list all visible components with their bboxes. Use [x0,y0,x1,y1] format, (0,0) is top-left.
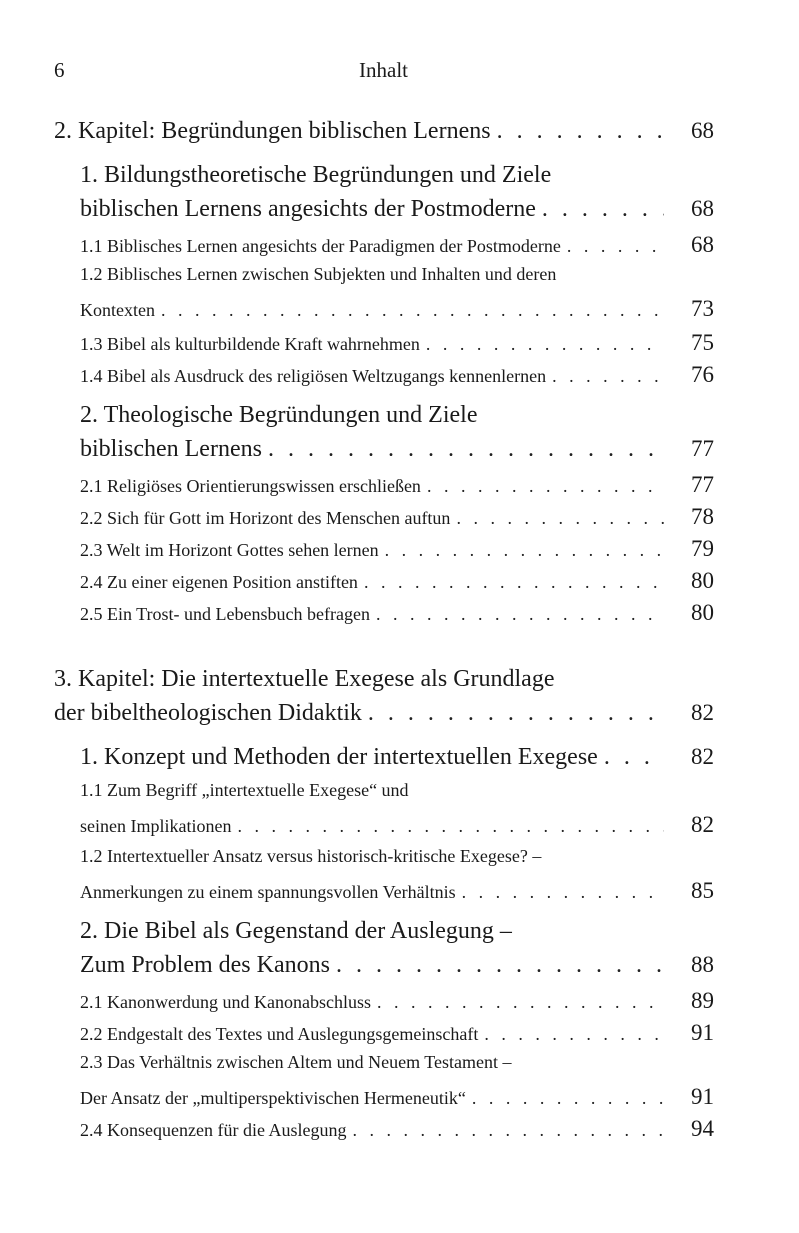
toc-section [80,952,714,979]
toc-subsection [80,568,714,594]
leader-dots [379,540,664,561]
leader-dots [466,1088,664,1109]
toc-subsection [80,362,714,388]
subsection-title: 1.3 Bibel als kulturbildende Kraft wahrnehmen [80,334,420,354]
leader-dots [546,366,664,387]
page-ref: 79 [691,536,714,561]
subsection-title: 2.2 Endgestalt des Textes und Auslegungsgemeinschaft [80,1024,479,1044]
leader-dots [330,952,664,979]
page-ref: 82 [691,744,714,769]
page-ref: 80 [691,568,714,593]
subsection-title: 2.1 Religiöses Orientierungswissen erschließen [80,476,421,496]
page-ref: 73 [691,296,714,321]
leader-dots [420,334,664,355]
toc-subsection [80,232,714,258]
subsection-title: 2.1 Kanonwerdung und Kanonabschluss [80,992,371,1012]
subsection-title: Kontexten [80,300,155,320]
page-ref: 82 [691,700,714,725]
page-ref: 82 [691,812,714,837]
toc-section [80,196,714,223]
leader-dots [421,476,664,497]
subsection-title: seinen Implikationen [80,816,232,836]
page-ref: 80 [691,600,714,625]
leader-dots [478,1024,664,1045]
toc-subsection [80,504,714,530]
subsection-title: Der Ansatz der „multiperspektivischen Hermeneutik“ [80,1088,466,1108]
subsection-title: 2.3 Welt im Horizont Gottes sehen lernen [80,540,379,560]
toc-subsection [80,600,714,626]
leader-dots [358,572,664,593]
section-title: 1. Konzept und Methoden der intertextuellen Exegese [80,744,598,770]
page-ref: 76 [691,362,714,387]
toc-subsection [80,1020,714,1046]
subsection-title: Anmerkungen zu einem spannungsvollen Verhältnis [80,882,456,902]
toc-section [80,744,714,771]
chapter-title: 2. Kapitel: Begründungen biblischen Lernens [54,118,491,144]
page-ref: 77 [691,436,714,461]
leader-dots [371,992,664,1013]
page-ref: 68 [691,118,714,143]
toc-subsection [80,1116,714,1142]
leader-dots [491,118,664,145]
leader-dots [450,508,664,529]
leader-dots [155,300,664,321]
toc-subsection [80,1084,714,1110]
toc-subsection [80,878,714,904]
subsection-title: 1.4 Bibel als Ausdruck des religiösen Weltzugangs kennenlernen [80,366,547,386]
page-ref: 77 [691,472,714,497]
toc-subsection [80,330,714,356]
page-ref: 91 [691,1084,714,1109]
section-title: biblischen Lernens [80,436,262,462]
toc-chapter-2 [54,118,714,145]
page-ref: 91 [691,1020,714,1045]
section-title-line: 1. Bildungstheoretische Begründungen und Ziele [80,162,552,188]
toc-subsection [80,988,714,1014]
page-ref: 78 [691,504,714,529]
page-ref: 94 [691,1116,714,1141]
subsection-title-line: 1.2 Biblisches Lernen zwischen Subjekten und Inhalten und deren [80,264,557,284]
toc-subsection [80,296,714,322]
leader-dots [598,744,664,771]
page-ref: 85 [691,878,714,903]
toc-subsection [80,472,714,498]
toc-chapter-3 [54,700,714,727]
leader-dots [231,816,664,837]
section-title: biblischen Lernens angesichts der Postmoderne [80,196,536,222]
leader-dots [536,196,664,223]
page-ref: 68 [691,196,714,221]
page-header [54,58,713,90]
toc-section [80,436,714,463]
leader-dots [346,1120,664,1141]
leader-dots [362,700,664,727]
subsection-title: 2.4 Zu einer eigenen Position anstiften [80,572,358,592]
chapter-title: der bibeltheologischen Didaktik [54,700,362,726]
subsection-title: 2.2 Sich für Gott im Horizont des Menschen auftun [80,508,451,528]
section-title-line: 2. Theologische Begründungen und Ziele [80,402,478,428]
leader-dots [456,882,664,903]
section-title: Zum Problem des Kanons [80,952,330,978]
toc-subsection [80,536,714,562]
page-number: 6 [54,58,65,82]
subsection-title-line: 1.1 Zum Begriff „intertextuelle Exegese“ und [80,780,409,800]
running-title: Inhalt [359,58,408,82]
subsection-title: 2.5 Ein Trost- und Lebensbuch befragen [80,604,370,624]
page-ref: 75 [691,330,714,355]
section-title-line: 2. Die Bibel als Gegenstand der Auslegung – [80,918,512,944]
leader-dots [370,604,664,625]
leader-dots [561,236,664,257]
page-ref: 68 [691,232,714,257]
leader-dots [262,436,664,463]
chapter-title-line: 3. Kapitel: Die intertextuelle Exegese als Grundlage [54,666,555,692]
subsection-title-line: 2.3 Das Verhältnis zwischen Altem und Neuem Testament – [80,1052,512,1072]
page-ref: 88 [691,952,714,977]
page-ref: 89 [691,988,714,1013]
subsection-title-line: 1.2 Intertextueller Ansatz versus historisch-kritische Exegese? – [80,846,542,866]
subsection-title: 1.1 Biblisches Lernen angesichts der Paradigmen der Postmoderne [80,236,561,256]
toc-subsection [80,812,714,838]
subsection-title: 2.4 Konsequenzen für die Auslegung [80,1120,347,1140]
